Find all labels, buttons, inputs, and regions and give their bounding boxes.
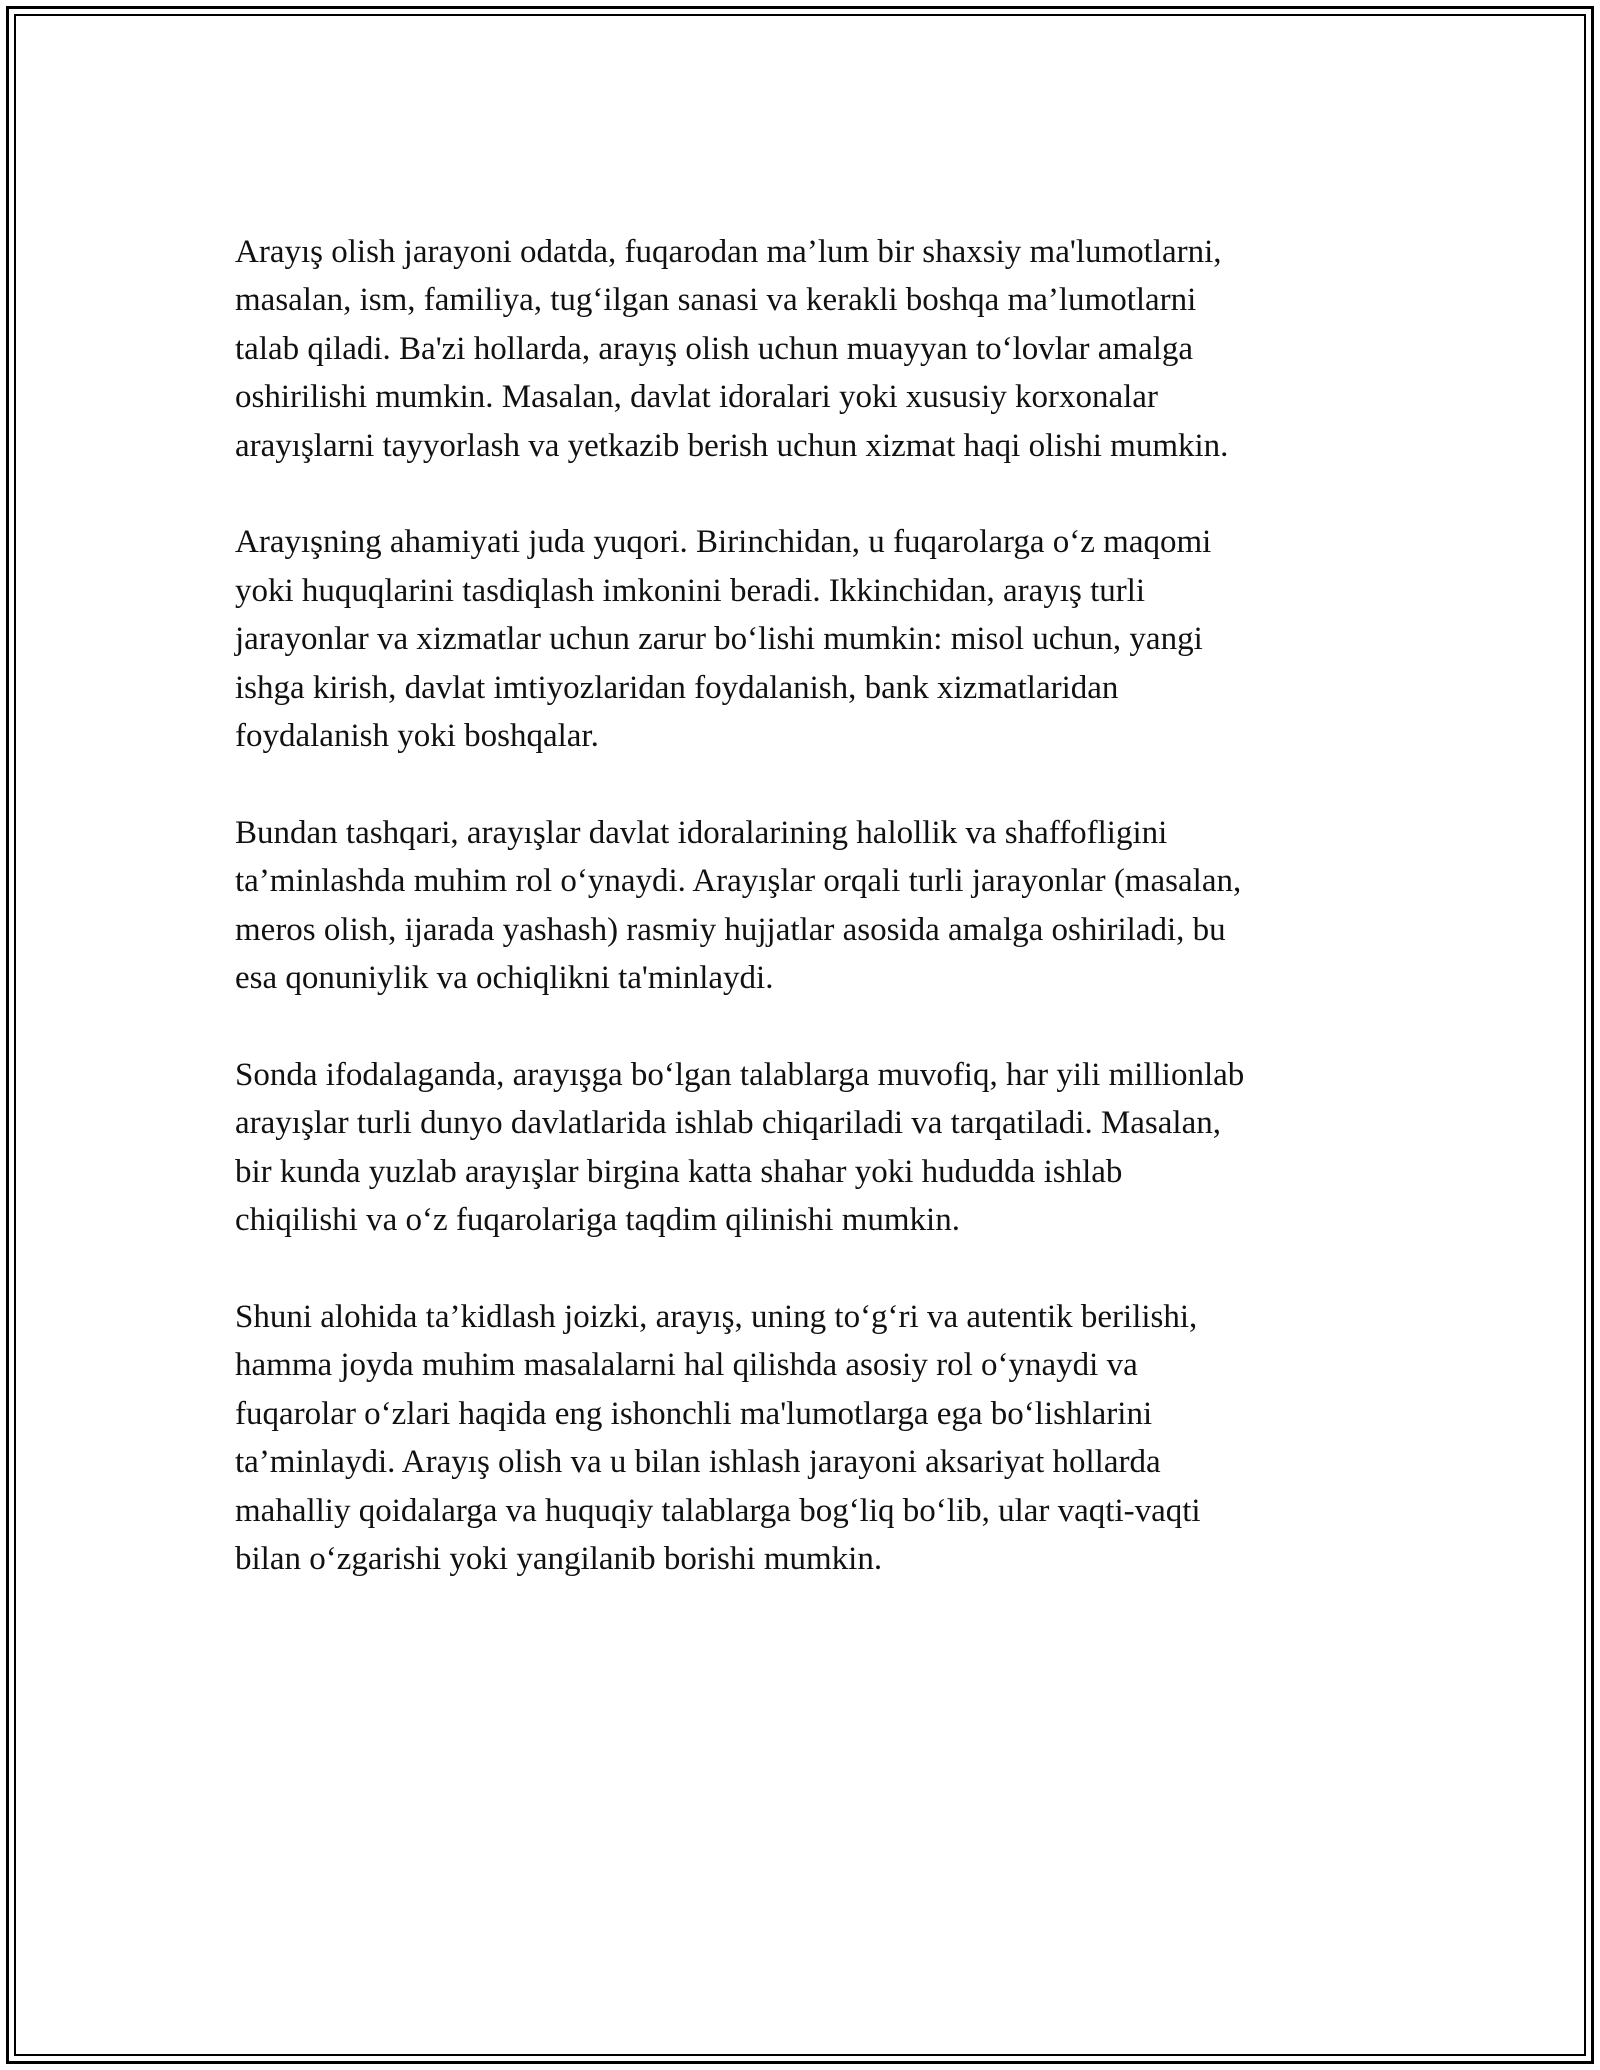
paragraph-3: Bundan tashqari, arayışlar davlat idoralarining halollik va shaffofligini ta’minlashda muhim rol o‘ynaydi. Arayışlar orqali turli jarayonlar (masalan, meros olish, ijarada yashash) rasmiy hujjatlar asosida amalga oshiriladi, bu esa qonuniylik va ochiqlikni ta'minlaydi. bbox=[235, 814, 1242, 997]
paragraph-4: Sonda ifodalaganda, arayışga bo‘lgan talablarga muvofiq, har yili millionlab arayışlar turli dunyo davlatlarida ishlab chiqariladi va tarqatiladi. Masalan, bir kunda yuzlab arayışlar birgina katta shahar yoki hududda ishlab chiqilishi va o‘z fuqarolariga taqdim qilinishi mumkin. bbox=[235, 1056, 1245, 1239]
paragraph-1: Arayış olish jarayoni odatda, fuqarodan ma’lum bir shaxsiy ma'lumotlarni, masalan, ism, familiya, tug‘ilgan sanasi va kerakli boshqa ma’lumotlarni talab qiladi. Ba'zi hollarda, arayış olish uchun muayyan to‘lovlar amalga oshirilishi mumkin. Masalan, davlat idoralari yoki xususiy korxonalar arayışlarni tayyorlash va yetkazib berish uchun xizmat haqi olishi mumkin. bbox=[235, 234, 1229, 464]
paragraph-2: Arayışning ahamiyati juda yuqori. Birinchidan, u fuqarolarga o‘z maqomi yoki huquqlarini tasdiqlash imkonini beradi. Ikkinchidan, arayış turli jarayonlar va xizmatlar uchun zarur bo‘lishi mumkin: misol uchun, yangi ishga kirish, davlat imtiyozlaridan foydalanish, bank xizmatlaridan foydalanish yoki boshqalar. bbox=[235, 524, 1212, 755]
paragraph-5: Shuni alohida ta’kidlash joizki, arayış, uning to‘g‘ri va autentik berilishi, hamma joyda muhim masalalarni hal qilishda asosiy rol o‘ynaydi va fuqarolar o‘zlari haqida eng ishonchli ma'lumotlarga ega bo‘lishlarini ta’minlaydi. Arayış olish va u bilan ishlash jarayoni aksariyat hollarda mahalliy qoidalarga va huquqiy talablarga bog‘liq bo‘lib, ular vaqti-vaqti bilan o‘zgarishi yoki yangilanib borishi mumkin. bbox=[235, 1298, 1201, 1577]
document-body bbox=[235, 228, 1385, 1632]
